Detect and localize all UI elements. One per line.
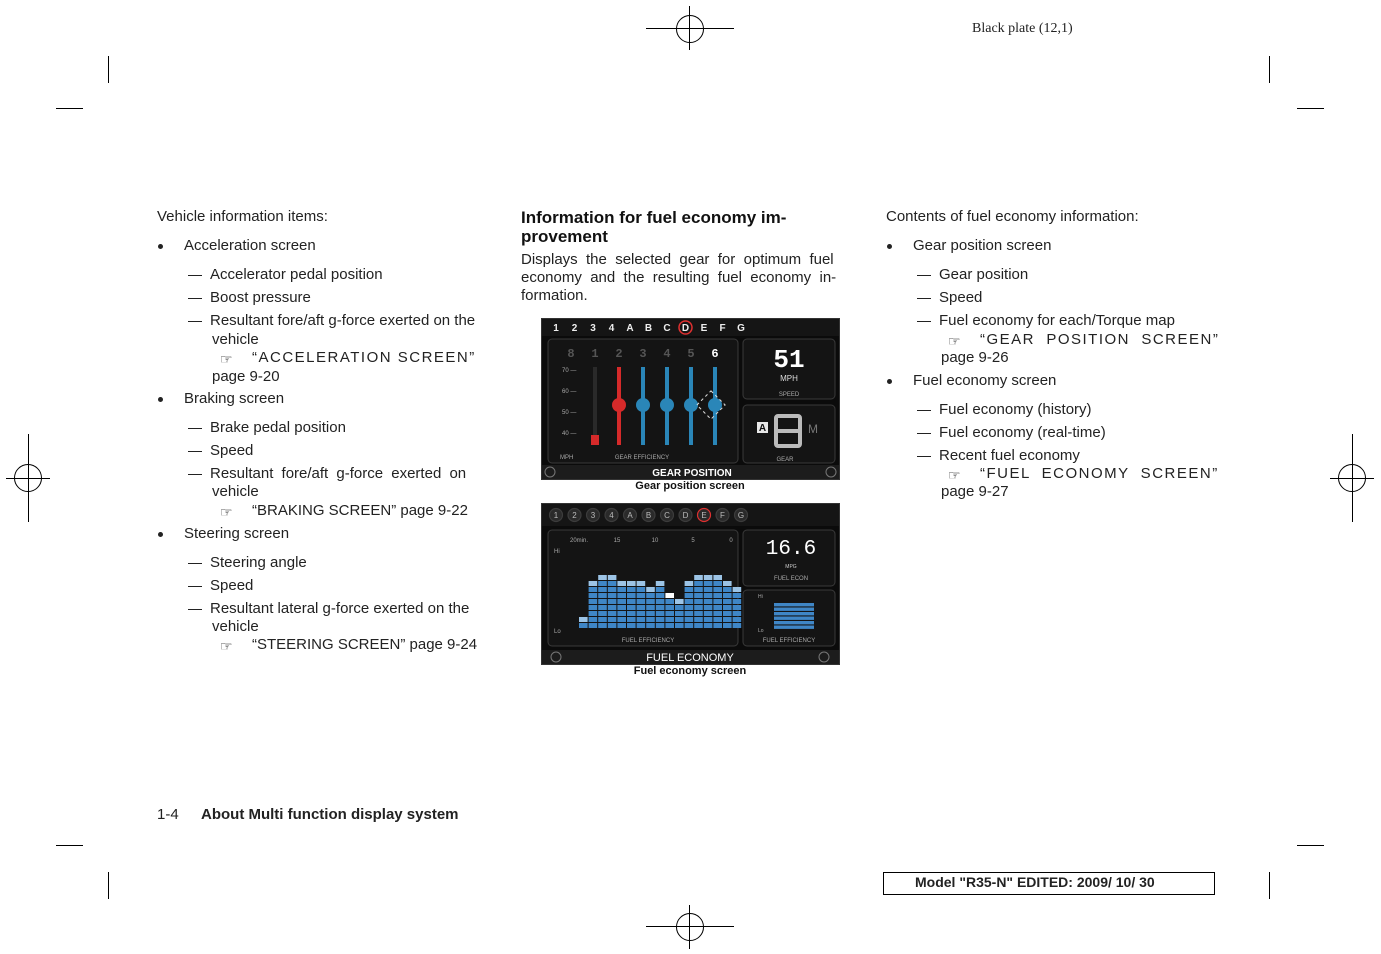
gear-letter: G: [737, 511, 745, 520]
pointing-hand-icon: ☞: [220, 504, 233, 520]
reference-page: page 9-20: [212, 368, 280, 385]
fuel-bar-segment: [608, 593, 617, 598]
fuel-bar-segment: [704, 575, 713, 580]
fuel-bar-segment: [713, 581, 722, 586]
speed-tick-label: 40 —: [562, 431, 577, 437]
fuel-bar-segment: [598, 623, 607, 628]
speed-unit: MPH: [780, 374, 798, 383]
fuel-bar-segment: [617, 587, 626, 592]
fuel-bar-segment: [713, 605, 722, 610]
subitem: Accelerator pedal position: [210, 266, 383, 283]
subitem-cont: vehicle: [212, 618, 259, 635]
time-axis-label: 5: [691, 538, 695, 544]
recent-bar-segment: [774, 612, 814, 615]
fuel-bar-segment: [589, 593, 598, 598]
reference-link[interactable]: “ACCELERATION SCREEN”: [252, 349, 476, 366]
subitem: Fuel economy (history): [939, 401, 1092, 418]
fuel-bar-segment: [694, 593, 703, 598]
col3-intro: Contents of fuel economy information:: [886, 208, 1139, 225]
acceleration-screen-item: Acceleration screen: [184, 237, 316, 254]
fuel-bar-segment: [713, 587, 722, 592]
fuel-bar-segment: [608, 605, 617, 610]
fuel-bar-segment: [694, 575, 703, 580]
fuel-bar-segment: [608, 617, 617, 622]
pointing-hand-icon: ☞: [948, 467, 961, 483]
time-axis-label: 15: [613, 538, 621, 544]
fuel-bar-segment: [646, 593, 655, 598]
fuel-bar-segment: [617, 605, 626, 610]
recent-bar-segment: [774, 603, 814, 606]
fuel-bar-segment: [665, 611, 674, 616]
section-heading-cont: provement: [521, 227, 608, 246]
reference-link[interactable]: “STEERING SCREEN” page 9-24: [252, 636, 478, 653]
fuel-bar-segment: [723, 593, 732, 598]
reference-link[interactable]: “FUEL ECONOMY SCREEN”: [980, 465, 1219, 482]
fuel-efficiency-label-2: FUEL EFFICIENCY: [762, 638, 816, 644]
fuel-bar-segment: [627, 605, 636, 610]
dash-icon: [917, 433, 931, 434]
fuel-bar-segment: [694, 599, 703, 604]
dash-icon: [917, 321, 931, 322]
fuel-economy-item: Fuel economy screen: [913, 372, 1057, 389]
fuel-bar-segment: [704, 599, 713, 604]
fuel-bar-segment: [637, 605, 646, 610]
fuel-bar-segment: [598, 599, 607, 604]
gear-letter: F: [719, 323, 726, 334]
gear-level-label: 8: [567, 347, 575, 361]
fuel-bar-segment: [733, 617, 742, 622]
gear-level-label: 2: [615, 347, 623, 361]
speed-value: 51: [773, 345, 805, 375]
speed-label: SPEED: [778, 392, 800, 398]
fuel-bar-segment: [675, 599, 684, 604]
fuel-econ-label: FUEL ECON: [773, 576, 809, 582]
dash-icon: [917, 456, 931, 457]
fuel-bar-segment: [579, 617, 588, 622]
gear-letter: F: [720, 511, 725, 520]
bullet-icon: [158, 244, 163, 249]
fuel-bar-segment: [617, 599, 626, 604]
section-heading: Information for fuel economy im-: [521, 208, 787, 227]
paragraph-line: Displays the selected gear for optimum fuel: [521, 251, 834, 268]
gear-letter: 1: [553, 323, 559, 334]
dash-icon: [188, 321, 202, 322]
fuel-efficiency-label: FUEL EFFICIENCY: [621, 638, 675, 644]
fuel-bar-segment: [723, 611, 732, 616]
mode-right: M: [808, 422, 818, 436]
fuel-bar-segment: [704, 617, 713, 622]
fuel-bar-segment: [656, 593, 665, 598]
fuel-bar-segment: [627, 623, 636, 628]
pointing-hand-icon: ☞: [948, 333, 961, 349]
fuel-bar-segment: [694, 617, 703, 622]
fuel-bar-segment: [723, 623, 732, 628]
fuel-bar-segment: [637, 581, 646, 586]
fuel-bar-segment: [733, 605, 742, 610]
fuel-bar-segment: [617, 623, 626, 628]
dash-icon: [188, 451, 202, 452]
fuel-bar-segment: [685, 587, 694, 592]
subitem: Brake pedal position: [210, 419, 346, 436]
fuel-bar-segment: [665, 605, 674, 610]
fuel-bar-segment: [608, 599, 617, 604]
fuel-bar-segment: [733, 611, 742, 616]
mpg-unit: MPG: [785, 564, 797, 570]
fuel-bar-segment: [627, 581, 636, 586]
slider-fill: [591, 435, 599, 445]
fuel-bar-segment: [704, 593, 713, 598]
gear-letter: 3: [590, 323, 596, 334]
fuel-bar-segment: [704, 605, 713, 610]
gear-letter: D: [682, 511, 689, 520]
fuel-bar-segment: [694, 623, 703, 628]
reference-page: page 9-26: [941, 349, 1009, 366]
fuel-bar-segment: [656, 605, 665, 610]
gear-level-label: 5: [687, 347, 695, 361]
gear-letter: A: [626, 323, 634, 334]
fuel-bar-segment: [656, 587, 665, 592]
fuel-bar-segment: [665, 617, 674, 622]
model-edited-label: Model "R35-N" EDITED: 2009/ 10/ 30: [915, 874, 1155, 890]
speed-tick-label: 60 —: [562, 389, 577, 395]
fuel-bar-segment: [723, 617, 732, 622]
subitem: Resultant fore/aft g-force exerted on: [210, 465, 467, 482]
fuel-bar-segment: [694, 587, 703, 592]
hi-label-small: Hi: [758, 594, 763, 600]
fuel-bar-segment: [713, 623, 722, 628]
braking-screen-item: Braking screen: [184, 390, 285, 407]
fuel-bar-segment: [723, 587, 732, 592]
subitem: Steering angle: [210, 554, 307, 571]
gear-position-title: GEAR POSITION: [652, 468, 732, 479]
fuel-bar-segment: [579, 623, 588, 628]
gear-letter: 3: [590, 511, 596, 520]
fuel-bar-segment: [589, 605, 598, 610]
fuel-bar-segment: [646, 599, 655, 604]
fuel-bar-segment: [675, 623, 684, 628]
subitem: Gear position: [939, 266, 1029, 283]
fuel-bar-segment: [627, 599, 636, 604]
gear-letter: B: [645, 511, 652, 520]
gear-letter: C: [664, 511, 670, 520]
fuel-bar-segment: [685, 593, 694, 598]
gear-level-label: 4: [663, 347, 671, 361]
fuel-bar-segment: [589, 611, 598, 616]
fuel-bar-segment: [704, 611, 713, 616]
fuel-bar-segment: [646, 587, 655, 592]
gear-letter: A: [627, 511, 633, 520]
fuel-bar-segment: [733, 593, 742, 598]
pointing-hand-icon: ☞: [220, 638, 233, 654]
fuel-bar-segment: [723, 581, 732, 586]
slider-knob: [684, 398, 698, 412]
fuel-bar-segment: [637, 599, 646, 604]
subitem: Resultant fore/aft g-force exerted on the: [210, 312, 476, 329]
gear-letter: 1: [553, 511, 559, 520]
paragraph-line: economy and the resulting fuel economy in-: [521, 269, 837, 286]
gear-screen-caption: Gear position screen: [635, 480, 745, 492]
fuel-bar-segment: [608, 587, 617, 592]
speed-tick-label: 70 —: [562, 368, 577, 374]
col1-intro: Vehicle information items:: [157, 208, 328, 225]
fuel-bar-segment: [713, 599, 722, 604]
time-axis-label: 0: [729, 538, 733, 544]
subitem: Speed: [210, 577, 254, 594]
fuel-bar-segment: [617, 611, 626, 616]
fuel-bar-segment: [627, 611, 636, 616]
time-axis-label: 20min.: [569, 538, 589, 544]
fuel-bar-segment: [704, 587, 713, 592]
fuel-bar-segment: [608, 623, 617, 628]
fuel-bar-segment: [694, 611, 703, 616]
fuel-bar-segment: [646, 623, 655, 628]
fuel-bar-segment: [675, 611, 684, 616]
fuel-bar-segment: [617, 581, 626, 586]
page-number: 1-4: [157, 806, 179, 823]
dash-icon: [917, 298, 931, 299]
fuel-bar-segment: [685, 617, 694, 622]
subitem: Boost pressure: [210, 289, 311, 306]
mode-badge: A: [758, 423, 767, 434]
fuel-bar-segment: [704, 623, 713, 628]
fuel-bar-segment: [685, 605, 694, 610]
gear-letter: 4: [609, 511, 614, 520]
fuel-bar-segment: [637, 617, 646, 622]
steering-screen-item: Steering screen: [184, 525, 290, 542]
mph-label: MPH: [560, 455, 574, 461]
fuel-bar-segment: [589, 617, 598, 622]
fuel-bar-segment: [608, 575, 617, 580]
fuel-bar-segment: [598, 593, 607, 598]
dash-icon: [188, 428, 202, 429]
fuel-bar-segment: [685, 581, 694, 586]
reference-link[interactable]: “GEAR POSITION SCREEN”: [980, 331, 1220, 348]
fuel-bar-segment: [704, 581, 713, 586]
gear-letter: C: [663, 323, 671, 334]
lo-label: Lo: [554, 629, 561, 635]
gear-letter: 2: [572, 511, 577, 520]
bullet-icon: [887, 244, 892, 249]
fuel-bar-segment: [637, 611, 646, 616]
recent-bar-segment: [774, 626, 814, 629]
fuel-bar-segment: [685, 623, 694, 628]
fuel-bar-segment: [723, 599, 732, 604]
dash-icon: [188, 474, 202, 475]
gear-position-item: Gear position screen: [913, 237, 1052, 254]
fuel-bar-segment: [656, 599, 665, 604]
pointing-hand-icon: ☞: [220, 351, 233, 367]
fuel-bar-segment: [685, 611, 694, 616]
gear-efficiency-label: GEAR EFFICIENCY: [614, 455, 670, 461]
fuel-bar-segment: [646, 611, 655, 616]
fuel-bar-segment: [617, 593, 626, 598]
fuel-bar-segment: [608, 581, 617, 586]
gear-letter: B: [644, 323, 653, 334]
fuel-bar-segment: [608, 611, 617, 616]
recent-bar-segment: [774, 617, 814, 620]
fuel-bar-segment: [627, 587, 636, 592]
subitem: Recent fuel economy: [939, 447, 1080, 464]
subitem: Speed: [939, 289, 983, 306]
gear-level-label: 1: [591, 347, 599, 361]
subitem-cont: vehicle: [212, 331, 259, 348]
dash-icon: [188, 298, 202, 299]
fuel-bar-segment: [637, 623, 646, 628]
subitem: Fuel economy for each/Torque map: [939, 312, 1175, 329]
mpg-value: 16.6: [765, 538, 817, 561]
fuel-bar-segment: [627, 617, 636, 622]
subitem-cont: vehicle: [212, 483, 259, 500]
fuel-bar-segment: [685, 599, 694, 604]
gear-position-screen: [541, 318, 840, 480]
lo-label-small: Lo: [758, 628, 764, 634]
fuel-economy-screen: [541, 503, 840, 665]
gear-level-label: 3: [639, 347, 647, 361]
gear-letter: 4: [608, 323, 615, 334]
subitem: Fuel economy (real-time): [939, 424, 1106, 441]
fuel-bar-segment: [665, 623, 674, 628]
fuel-bar-segment: [589, 587, 598, 592]
dash-icon: [917, 410, 931, 411]
fuel-bar-segment: [675, 605, 684, 610]
dash-icon: [188, 563, 202, 564]
fuel-economy-title: FUEL ECONOMY: [646, 652, 734, 664]
reference-link[interactable]: “BRAKING SCREEN” page 9-22: [252, 502, 468, 519]
bullet-icon: [887, 379, 892, 384]
plate-label: Black plate (12,1): [972, 21, 1073, 36]
fuel-bar-segment: [733, 587, 742, 592]
fuel-bar-segment: [598, 575, 607, 580]
dash-icon: [188, 275, 202, 276]
dash-icon: [188, 609, 202, 610]
bullet-icon: [158, 532, 163, 537]
fuel-bar-segment: [656, 581, 665, 586]
fuel-bar-segment: [637, 593, 646, 598]
section-title: About Multi function display system: [201, 806, 459, 823]
slider-knob: [636, 398, 650, 412]
fuel-bar-segment: [733, 623, 742, 628]
recent-bar-segment: [774, 608, 814, 611]
slider-knob: [612, 398, 626, 412]
gear-label: GEAR: [776, 457, 794, 463]
fuel-bar-segment: [713, 617, 722, 622]
fuel-bar-segment: [598, 587, 607, 592]
fuel-bar-segment: [665, 599, 674, 604]
time-axis-label: 10: [651, 538, 659, 544]
gear-letter: G: [737, 323, 745, 334]
fuel-bar-segment: [694, 581, 703, 586]
fuel-bar-segment: [656, 623, 665, 628]
fuel-bar-segment: [598, 617, 607, 622]
fuel-bar-segment: [598, 605, 607, 610]
dash-icon: [917, 275, 931, 276]
fuel-screen-caption: Fuel economy screen: [633, 665, 747, 677]
dash-icon: [188, 586, 202, 587]
fuel-bar-segment: [646, 617, 655, 622]
fuel-bar-segment: [637, 587, 646, 592]
fuel-bar-segment: [589, 581, 598, 586]
slider-track: [593, 367, 597, 445]
fuel-bar-segment: [713, 575, 722, 580]
gear-letter: D: [681, 323, 690, 334]
speed-tick-label: 50 —: [562, 410, 577, 416]
reference-page: page 9-27: [941, 483, 1009, 500]
gear-letter: E: [701, 511, 707, 520]
fuel-bar-segment: [598, 581, 607, 586]
fuel-bar-segment: [733, 599, 742, 604]
fuel-bar-segment: [646, 605, 655, 610]
fuel-bar-segment: [617, 617, 626, 622]
gear-level-label: 6: [711, 347, 719, 361]
slider-knob: [660, 398, 674, 412]
fuel-bar-segment: [723, 605, 732, 610]
recent-bar-segment: [774, 621, 814, 624]
subitem: Speed: [210, 442, 254, 459]
bullet-icon: [158, 397, 163, 402]
fuel-bar-segment: [589, 599, 598, 604]
fuel-bar-segment: [694, 605, 703, 610]
subitem: Resultant lateral g-force exerted on the: [210, 600, 470, 617]
gear-letter: E: [700, 323, 708, 334]
fuel-bar-segment: [656, 617, 665, 622]
paragraph-line: formation.: [521, 287, 588, 304]
gear-letter: 2: [571, 323, 578, 334]
fuel-bar-segment: [713, 611, 722, 616]
fuel-bar-segment: [598, 611, 607, 616]
fuel-bar-segment: [665, 593, 674, 598]
fuel-bar-segment: [589, 623, 598, 628]
fuel-bar-segment: [627, 593, 636, 598]
hi-label: Hi: [554, 549, 560, 555]
fuel-bar-segment: [713, 593, 722, 598]
fuel-bar-segment: [675, 617, 684, 622]
fuel-bar-segment: [656, 611, 665, 616]
